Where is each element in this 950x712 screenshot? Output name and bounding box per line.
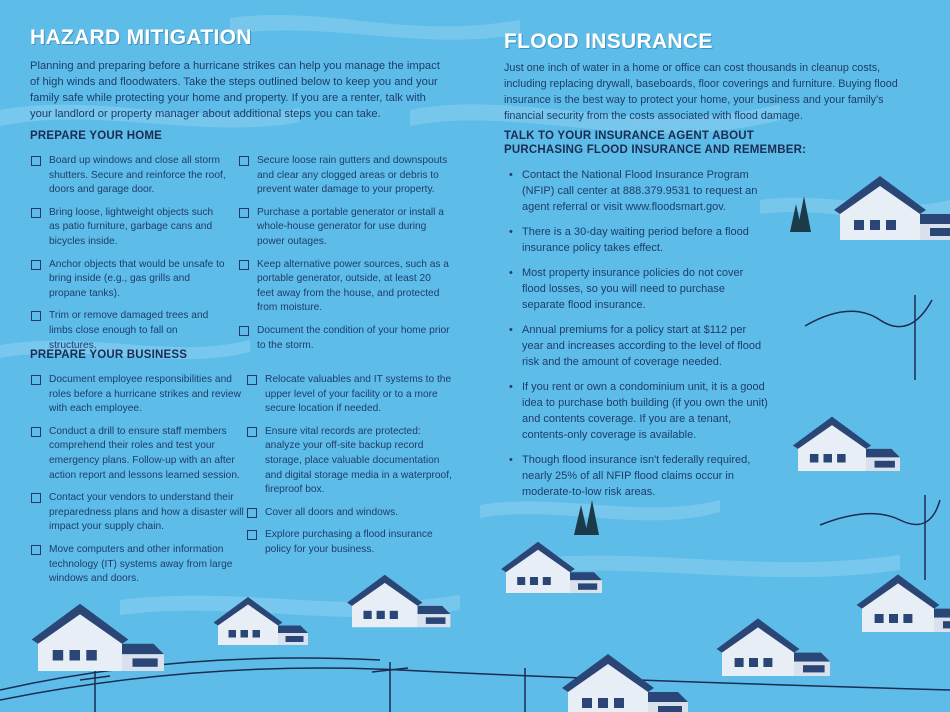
bullet-icon: • <box>509 267 513 279</box>
bullet-icon: • <box>509 324 513 336</box>
prepare-business-title: PREPARE YOUR BUSINESS <box>30 349 188 361</box>
flood-bullet-list <box>506 167 768 509</box>
home-checklist-left <box>30 154 226 361</box>
checkbox-icon[interactable] <box>31 311 41 321</box>
checkbox-icon[interactable] <box>247 530 257 540</box>
checkbox-icon[interactable] <box>31 156 41 166</box>
checkbox-icon[interactable] <box>31 208 41 218</box>
hazard-title: HAZARD MITIGATION <box>30 26 252 49</box>
bullet-icon: • <box>509 381 513 393</box>
checkbox-icon[interactable] <box>31 545 41 555</box>
business-check-item: Contact your vendors to understand their preparedness plans and how a disaster will impact your supply chain. <box>30 491 246 535</box>
home-check-item: Trim or remove damaged trees and limbs close enough to fall on structures. <box>30 309 226 353</box>
flood-bullet-item: • If you rent or own a condominium unit, it is a good idea to purchase both building (if you own the unit) and contents coverage. If you are a tenant, contents-only coverage is available. <box>509 381 768 441</box>
checkbox-icon[interactable] <box>31 427 41 437</box>
business-check-item: Relocate valuables and IT systems to the upper level of your facility or to a more secure location if needed. <box>246 373 452 417</box>
checkbox-icon[interactable] <box>239 260 249 270</box>
home-check-item: Document the condition of your home prior to the storm. <box>238 324 450 353</box>
bullet-icon: • <box>509 226 513 238</box>
checkbox-icon[interactable] <box>31 375 41 385</box>
checkbox-icon[interactable] <box>31 260 41 270</box>
business-check-item: Conduct a drill to ensure staff members comprehend their roles and test your emergency plans. Follow-up with an after action report and lessons learned session. <box>30 425 246 483</box>
flood-bullet-item: • Though flood insurance isn't federally required, nearly 25% of all NFIP flood claims occur in moderate-to-low risk areas. <box>509 454 751 498</box>
flood-intro: Just one inch of water in a home or office can cost thousands in cleanup costs, including replacing drywall, baseboards, floor coverings and furniture. Buying flood insurance is the best way to protect your home, your business and your family's financial security from the costs associated with flood damage. <box>504 62 898 122</box>
bullet-icon: • <box>509 169 513 181</box>
flood-bullet-item: • Annual premiums for a policy start at $112 per year and increases according to the level of flood risk and the amount of coverage needed. <box>509 324 762 368</box>
home-check-item: Secure loose rain gutters and downspouts and clear any clogged areas or debris to prevent water damage to your property. <box>238 154 450 198</box>
hazard-mitigation-section <box>30 26 450 122</box>
flood-bullet-item: • Most property insurance policies do not cover flood losses, so you will need to purchase separate flood insurance. <box>509 267 744 311</box>
checkbox-icon[interactable] <box>247 508 257 518</box>
business-check-item: Cover all doors and windows. <box>246 506 452 521</box>
flood-title: FLOOD INSURANCE <box>504 30 713 53</box>
flood-insurance-section <box>504 30 922 124</box>
home-check-item: Keep alternative power sources, such as a portable generator, outside, at least 20 feet away from the house, and protected from moisture. <box>238 258 450 316</box>
checkbox-icon[interactable] <box>239 326 249 336</box>
business-check-item: Explore purchasing a flood insurance policy for your business. <box>246 528 452 557</box>
checkbox-icon[interactable] <box>31 493 41 503</box>
home-check-item: Bring loose, lightweight objects such as patio furniture, garbage cans and bicycles inside. <box>30 206 226 250</box>
business-checklist-left <box>30 373 246 595</box>
checkbox-icon[interactable] <box>239 156 249 166</box>
checkbox-icon[interactable] <box>247 427 257 437</box>
home-checklist-right <box>238 154 450 361</box>
home-check-item: Anchor objects that would be unsafe to bring inside (e.g., gas grills and propane tanks). <box>30 258 226 302</box>
prepare-home-title: PREPARE YOUR HOME <box>30 130 163 142</box>
home-check-item: Purchase a portable generator or install a whole-house generator for use during power outages. <box>238 206 450 250</box>
checkbox-icon[interactable] <box>247 375 257 385</box>
prepare-business-heading <box>30 349 187 361</box>
hazard-intro: Planning and preparing before a hurricane strikes can help you manage the impact of high winds and floodwaters. Take the steps outlined below to keep you and your family safe while protecting your home and property. If you are a renter, talk with your landlord or property manager about additional steps you can take. <box>30 60 440 120</box>
flood-heading-text: TALK TO YOUR INSURANCE AGENT ABOUT PURCHASING FLOOD INSURANCE AND REMEMBER: <box>504 130 807 156</box>
checkbox-icon[interactable] <box>239 208 249 218</box>
business-check-item: Move computers and other information technology (IT) systems away from large windows and doors. <box>30 543 246 587</box>
business-checklist-right <box>246 373 452 566</box>
bullet-icon: • <box>509 454 513 466</box>
business-check-item: Document employee responsibilities and roles before a hurricane strikes and review with each employee. <box>30 373 246 417</box>
home-check-item: Board up windows and close all storm shutters. Secure and reinforce the roof, doors and garage door. <box>30 154 226 198</box>
flood-heading <box>504 129 824 157</box>
flood-bullet-item: • There is a 30-day waiting period before a flood insurance policy takes effect. <box>509 226 749 254</box>
prepare-home-heading <box>30 130 162 142</box>
flood-bullet-item: • Contact the National Flood Insurance Program (NFIP) call center at 888.379.9531 to request an agent referral or visit www.floodsmart.gov. <box>509 169 758 213</box>
business-check-item: Ensure vital records are protected: analyze your off-site backup record storage, place valuable documentation and digital storage media in a waterproof, fireproof box. <box>246 425 452 498</box>
